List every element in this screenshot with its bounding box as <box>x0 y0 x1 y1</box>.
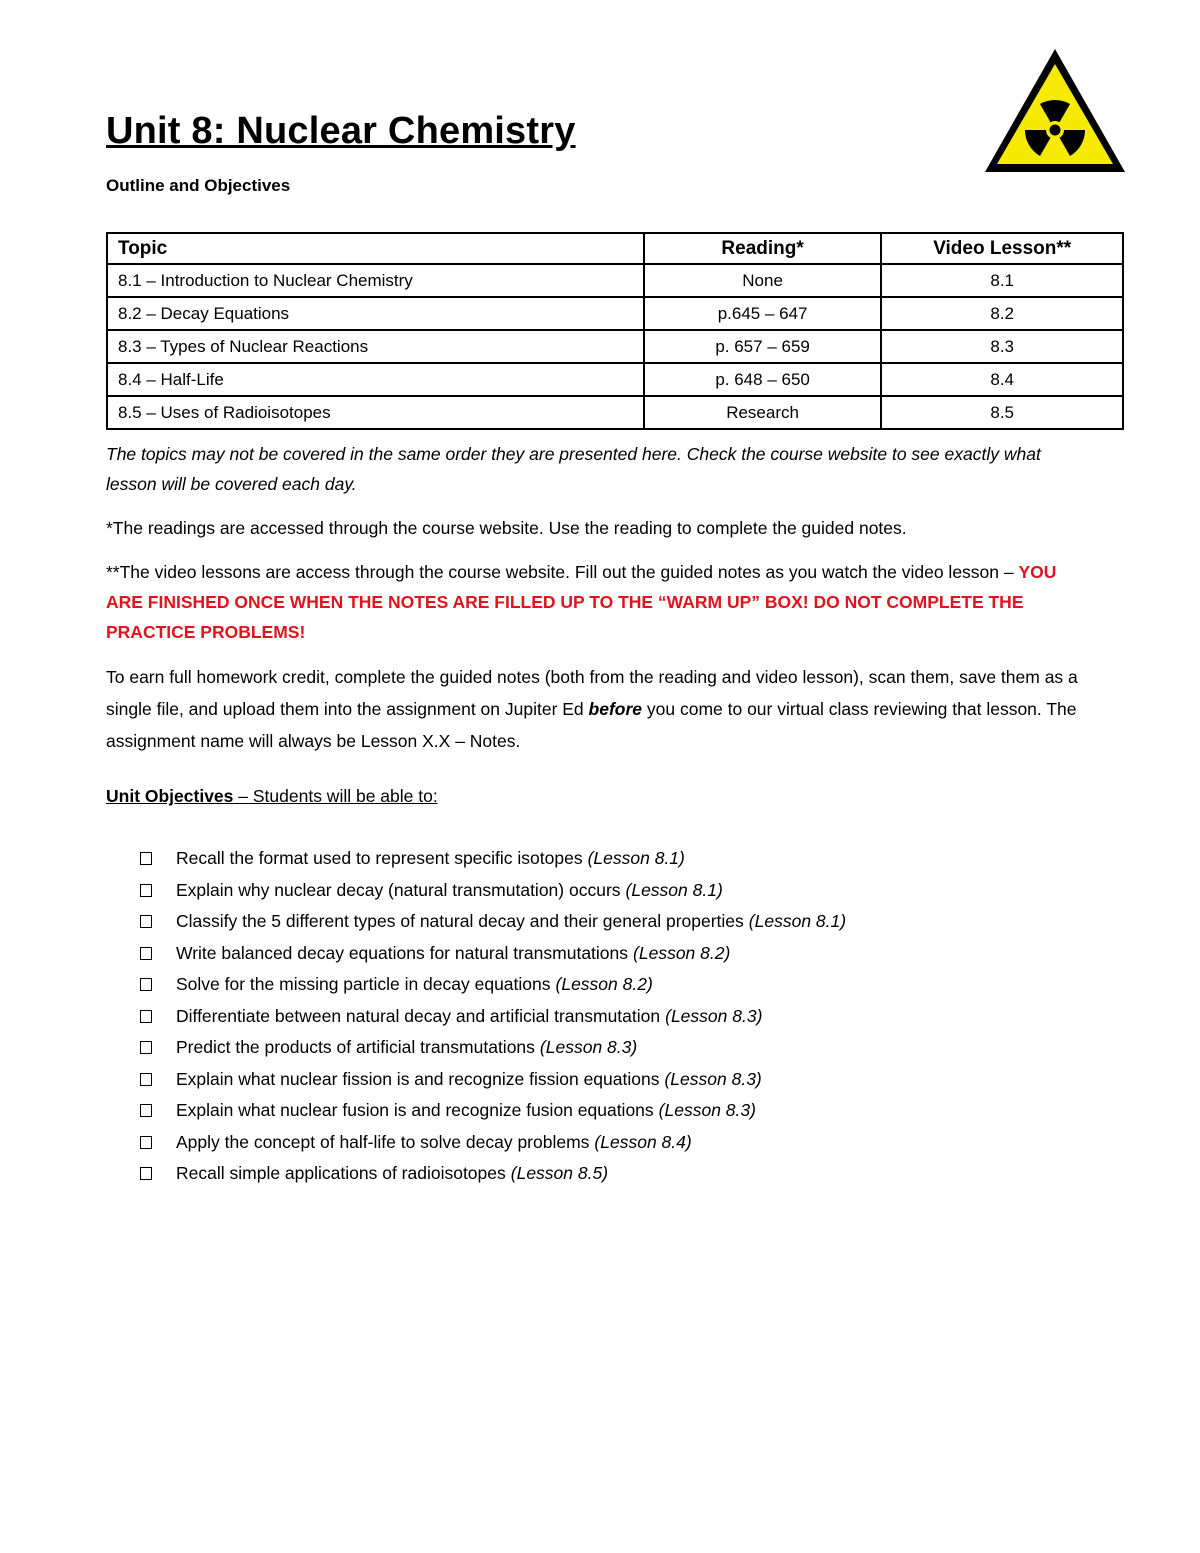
order-note: The topics may not be covered in the same order they are presented here. Check the course website to see exactly what lesson will be covered each day. <box>106 444 1041 494</box>
objective-lesson: (Lesson 8.2) <box>555 974 653 994</box>
column-header-video: Video Lesson** <box>881 233 1123 264</box>
topics-table <box>106 232 1124 430</box>
checkbox-icon <box>140 1041 152 1054</box>
objective-lesson: (Lesson 8.1) <box>748 911 847 931</box>
objective-text: Predict the products of artificial transmutations <box>176 1037 535 1057</box>
objective-text: Classify the 5 different types of natural decay and their general properties <box>176 911 744 931</box>
topic-cell: 8.4 – Half-Life <box>107 363 644 396</box>
credit-note-start: To earn full homework credit, complete the guided notes (both from the reading and video lesson), scan them, save them as a single file, and upload them into the assignment on Jupiter Ed <box>106 667 1078 719</box>
page-title: Unit 8: Nuclear Chemistry <box>106 110 576 152</box>
objective-text: Recall the format used to represent specific isotopes <box>176 848 583 868</box>
list-item <box>140 875 846 907</box>
checkbox-icon <box>140 947 152 960</box>
objectives-heading-rest: – Students will be able to: <box>233 786 438 806</box>
checkbox-icon <box>140 852 152 865</box>
topic-cell: 8.2 – Decay Equations <box>107 297 644 330</box>
objective-lesson: (Lesson 8.2) <box>633 942 731 963</box>
table-row <box>107 363 1123 396</box>
radiation-warning-icon <box>982 46 1128 176</box>
list-item <box>140 1032 846 1064</box>
list-item <box>140 969 846 1001</box>
reading-note: *The readings are accessed through the course website. Use the reading to complete the guided notes. <box>106 518 907 538</box>
table-header-row <box>107 233 1123 264</box>
objective-text: Apply the concept of half-life to solve decay problems <box>176 1131 590 1152</box>
list-item <box>140 843 846 875</box>
list-item <box>140 1158 846 1190</box>
video-note-text: **The video lessons are access through the course website. Fill out the guided notes as you watch the video lesson – <box>106 562 1019 582</box>
checkbox-icon <box>140 915 152 928</box>
objective-text: Write balanced decay equations for natural transmutations <box>176 942 629 963</box>
table-row <box>107 396 1123 429</box>
video-cell: 8.5 <box>881 396 1123 429</box>
checkbox-icon <box>140 978 152 991</box>
list-item <box>140 906 846 938</box>
checkbox-icon <box>140 1010 152 1023</box>
checkbox-icon <box>140 1136 152 1149</box>
objective-lesson: (Lesson 8.1) <box>587 848 685 868</box>
topic-cell: 8.3 – Types of Nuclear Reactions <box>107 330 644 363</box>
checkbox-icon <box>140 884 152 897</box>
checkbox-icon <box>140 1167 152 1180</box>
video-cell: 8.1 <box>881 264 1123 297</box>
list-item <box>140 1064 846 1096</box>
credit-note-emphasis: before <box>588 699 643 719</box>
list-item <box>140 1095 846 1127</box>
topic-cell: 8.1 – Introduction to Nuclear Chemistry <box>107 264 644 297</box>
objective-text: Differentiate between natural decay and artificial transmutation <box>176 1005 661 1026</box>
objective-text: Solve for the missing particle in decay equations <box>176 974 551 994</box>
reading-cell: None <box>644 264 882 297</box>
video-note-warning: YOU ARE FINISHED ONCE WHEN THE NOTES ARE FILLED UP TO THE “WARM UP” BOX! DO NOT COMPLETE THE PRACTICE PROBLEMS! <box>106 562 1057 642</box>
objective-lesson: (Lesson 8.1) <box>625 879 723 900</box>
checkbox-icon <box>140 1073 152 1086</box>
credit-note-end: you come to our virtual class reviewing that lesson. The assignment name will always be Lesson X.X – Notes. <box>106 699 1077 751</box>
table-row <box>107 330 1123 363</box>
credit-note <box>106 661 1096 757</box>
objectives-heading-label: Unit Objectives <box>106 786 234 806</box>
video-cell: 8.3 <box>881 330 1123 363</box>
objectives-heading <box>106 786 438 807</box>
objective-lesson: (Lesson 8.3) <box>539 1037 638 1057</box>
column-header-reading: Reading* <box>644 233 882 264</box>
objectives-list <box>140 843 846 1190</box>
objective-lesson: (Lesson 8.3) <box>658 1100 756 1120</box>
objective-lesson: (Lesson 8.5) <box>510 1163 609 1183</box>
page-subtitle: Outline and Objectives <box>106 176 291 195</box>
objective-text: Explain why nuclear decay (natural transmutation) occurs <box>176 879 621 900</box>
reading-cell: p. 657 – 659 <box>644 330 882 363</box>
video-cell: 8.2 <box>881 297 1123 330</box>
objective-text: Recall simple applications of radioisotopes <box>176 1163 506 1183</box>
list-item <box>140 1001 846 1033</box>
list-item <box>140 1127 846 1159</box>
objective-lesson: (Lesson 8.4) <box>594 1131 692 1152</box>
reading-cell: p. 648 – 650 <box>644 363 882 396</box>
table-row <box>107 264 1123 297</box>
checkbox-icon <box>140 1104 152 1117</box>
objective-text: Explain what nuclear fusion is and recognize fusion equations <box>176 1100 654 1120</box>
topic-cell: 8.5 – Uses of Radioisotopes <box>107 396 644 429</box>
reading-cell: Research <box>644 396 882 429</box>
reading-cell: p.645 – 647 <box>644 297 882 330</box>
video-cell: 8.4 <box>881 363 1123 396</box>
video-note <box>106 557 1096 647</box>
table-row <box>107 297 1123 330</box>
column-header-topic: Topic <box>107 233 644 264</box>
objective-lesson: (Lesson 8.3) <box>665 1005 763 1026</box>
objective-lesson: (Lesson 8.3) <box>664 1068 762 1089</box>
list-item <box>140 938 846 970</box>
objective-text: Explain what nuclear fission is and recognize fission equations <box>176 1068 660 1089</box>
